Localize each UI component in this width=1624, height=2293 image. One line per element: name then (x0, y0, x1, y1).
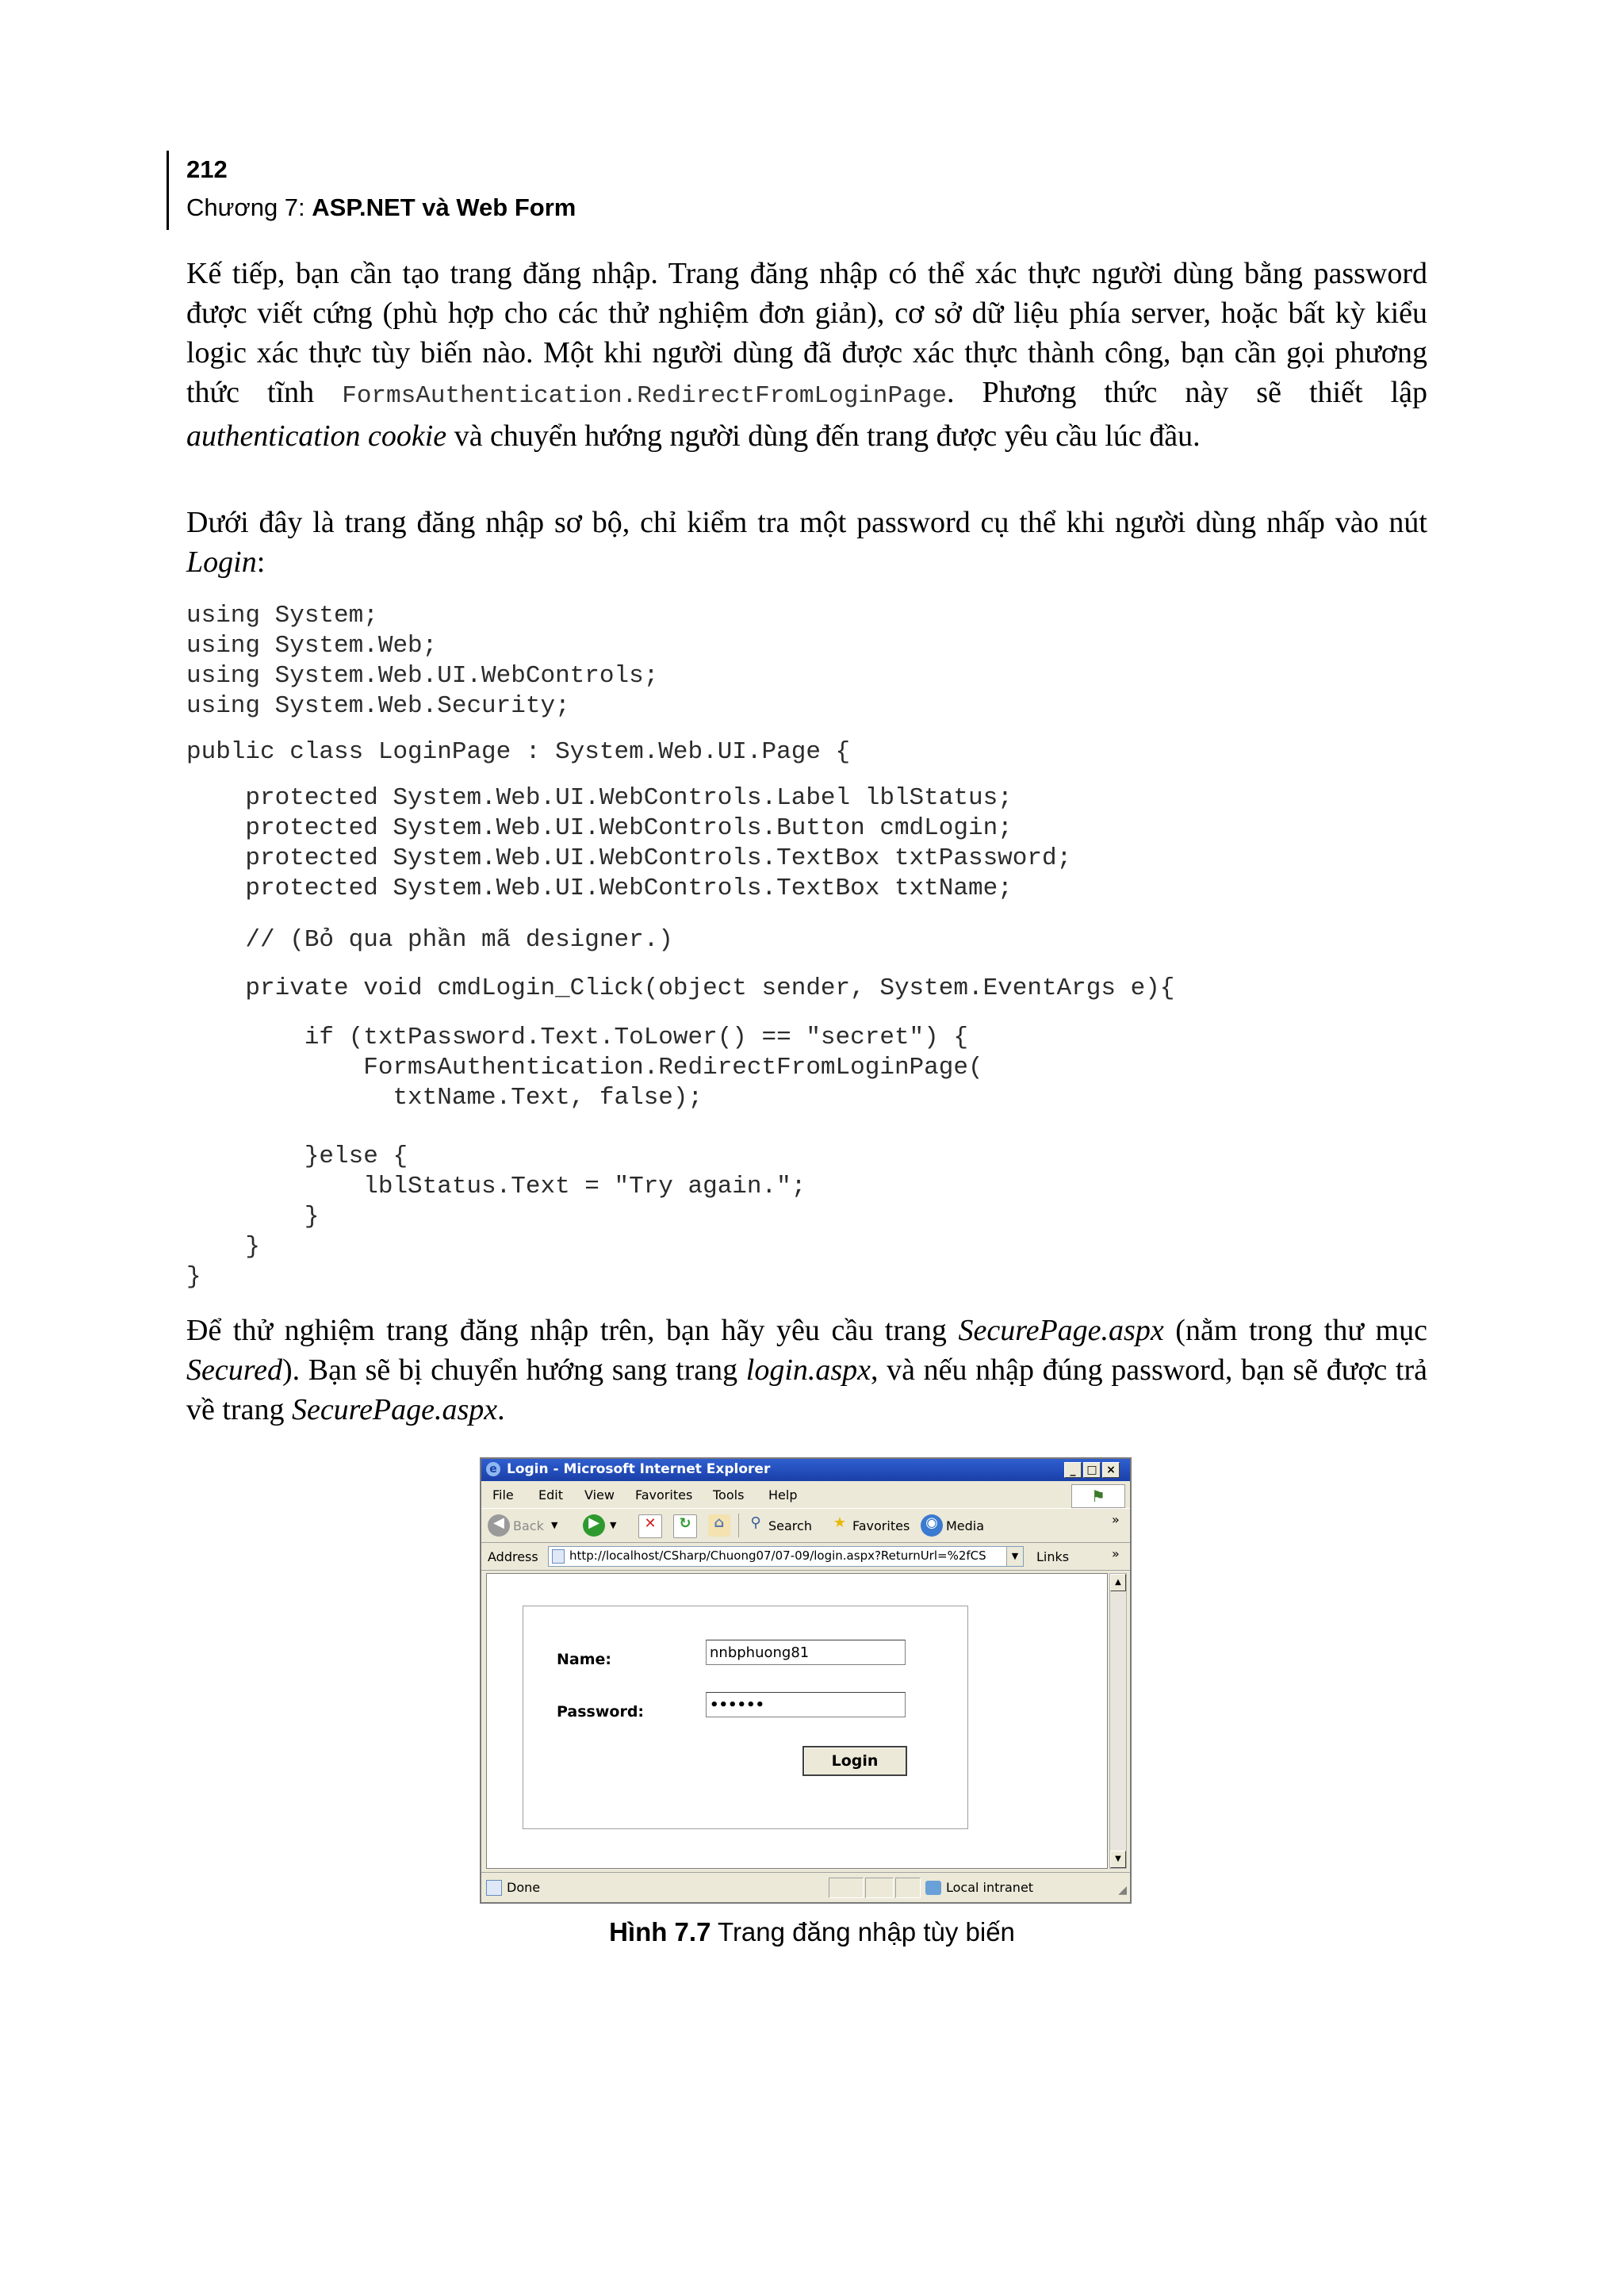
para-italic: SecurePage.aspx (958, 1314, 1164, 1347)
address-bar (481, 1543, 1130, 1571)
back-arrow-icon[interactable]: ◀ (488, 1514, 510, 1537)
code-if-block: if (txtPassword.Text.ToLower() == "secret") { FormsAuthentication.RedirectFromLoginPage( txtName.Text, false); (304, 1024, 983, 1112)
links-overflow-chevron[interactable]: » (1112, 1546, 1120, 1561)
toolbar-separator (738, 1514, 739, 1537)
login-panel (523, 1606, 968, 1829)
title-bar (481, 1459, 1130, 1481)
para-italic: login.aspx (745, 1353, 871, 1387)
para-italic: SecurePage.aspx (291, 1393, 498, 1426)
code-fields: protected System.Web.UI.WebControls.Label lblStatus; protected System.Web.UI.WebControls.Button cmdLogin; protected System.Web.UI.WebControls.TextBox txtPassword; protected System.Web.UI.WebControls.TextBox txtName; (245, 784, 1072, 902)
standard-toolbar (481, 1508, 1130, 1543)
forward-arrow-icon[interactable]: ▶ (583, 1514, 605, 1537)
zone-text: Local intranet (946, 1880, 1034, 1895)
browser-window (480, 1457, 1132, 1904)
code-class-declaration: public class LoginPage : System.Web.UI.Page { (186, 738, 851, 766)
figure-caption-text: Trang đăng nhập tùy biến (710, 1917, 1015, 1947)
scroll-down-icon[interactable]: ▼ (1110, 1851, 1126, 1868)
name-input[interactable] (706, 1640, 906, 1665)
status-text: Done (507, 1880, 541, 1895)
address-label: Address (488, 1549, 538, 1564)
code-comment: // (Bỏ qua phần mã designer.) (186, 926, 673, 954)
code-method-declaration: private void cmdLogin_Click(object sender, System.EventArgs e){ (186, 974, 1175, 1002)
menu-tools[interactable]: Tools (713, 1487, 745, 1503)
close-button[interactable]: × (1102, 1462, 1120, 1478)
resize-grip-icon[interactable]: ◢ (1118, 1884, 1127, 1897)
password-label: Password: (557, 1703, 645, 1721)
page-number: 212 (186, 155, 228, 183)
forward-dropdown-icon[interactable]: ▼ (610, 1520, 617, 1530)
header-rule (167, 151, 169, 230)
search-icon[interactable]: ⚲ (750, 1514, 761, 1531)
code-else-block: }else { lblStatus.Text = "Try again."; } } } (186, 1143, 806, 1291)
para-text: Kế tiếp, bạn cần tạo trang đăng nhập. Trang đăng nhập có thể xác thực người dùng bằng password được viết cứng (phù hợp cho các thử nghiệm đơn giản), cơ sở dữ liệu phía server, hoặc bất kỳ kiểu logic xác thực tùy biến nào. Một khi người dùng đã được xác thực thành công, bạn cần gọi phương thức tĩnh (186, 257, 1427, 409)
minimize-button[interactable]: _ (1064, 1462, 1082, 1478)
figure-caption (0, 1917, 1624, 1947)
favorites-star-icon[interactable]: ★ (833, 1514, 847, 1531)
page-icon (552, 1549, 565, 1564)
figure-label: Hình 7.7 (609, 1917, 711, 1947)
page-done-icon (486, 1880, 502, 1896)
stop-icon[interactable]: ✕ (638, 1514, 662, 1538)
menu-file[interactable]: File (492, 1487, 514, 1503)
login-button[interactable]: Login (802, 1746, 907, 1776)
maximize-button[interactable]: □ (1083, 1462, 1101, 1478)
para-italic: Login (186, 545, 257, 579)
menu-bar (481, 1483, 1130, 1506)
inline-code: FormsAuthentication.RedirectFromLoginPage (342, 382, 947, 410)
para-text: và chuyển hướng người dùng đến trang được yêu cầu lúc đầu. (446, 419, 1201, 453)
para-italic: Secured (186, 1353, 282, 1387)
name-label: Name: (557, 1651, 612, 1668)
password-input[interactable] (706, 1692, 906, 1717)
code-usings: using System; using System.Web; using System.Web.UI.WebControls; using System.Web.Security; (186, 602, 659, 720)
menu-help[interactable]: Help (768, 1487, 798, 1503)
paragraph-intro (186, 254, 1427, 456)
intranet-zone-icon (925, 1881, 941, 1895)
home-icon[interactable]: ⌂ (708, 1514, 730, 1537)
chapter-heading (186, 193, 576, 222)
para-text: , và nếu nhập đúng password, bạn sẽ được trả về trang (186, 1353, 1428, 1426)
refresh-icon[interactable]: ↻ (673, 1514, 697, 1538)
paragraph-login-intro (186, 503, 1427, 582)
windows-flag-icon: ⚑ (1071, 1484, 1125, 1508)
para-text: ). Bạn sẽ bị chuyển hướng sang trang (282, 1353, 746, 1387)
status-cell (865, 1878, 894, 1898)
para-text: Dưới đây là trang đăng nhập sơ bộ, chỉ kiểm tra một password cụ thể khi người dùng nhấp vào nút (186, 506, 1427, 539)
address-url[interactable]: http://localhost/CSharp/Chuong07/07-09/login.aspx?ReturnUrl=%2fCS (569, 1548, 986, 1563)
search-button-label[interactable]: Search (768, 1518, 812, 1533)
chapter-prefix: Chương 7: (186, 193, 312, 221)
status-cell (829, 1878, 864, 1898)
status-cell (895, 1878, 921, 1898)
ie-logo-icon: e (486, 1462, 500, 1476)
media-button-label[interactable]: Media (946, 1518, 985, 1533)
menu-favorites[interactable]: Favorites (635, 1487, 693, 1503)
chapter-title: ASP.NET và Web Form (312, 193, 576, 221)
status-bar (481, 1872, 1130, 1903)
para-text: . Phương thức này sẽ thiết lập (946, 376, 1428, 409)
vertical-scrollbar[interactable] (1109, 1573, 1127, 1869)
menu-edit[interactable]: Edit (538, 1487, 563, 1503)
address-input[interactable] (548, 1546, 1024, 1567)
address-dropdown-icon[interactable]: ▼ (1006, 1547, 1023, 1566)
page-content (486, 1573, 1108, 1869)
paragraph-test-instructions (186, 1311, 1427, 1430)
menu-view[interactable]: View (584, 1487, 615, 1503)
para-text: : (256, 545, 266, 579)
para-text: (nằm trong thư mục (1163, 1314, 1427, 1347)
favorites-button-label[interactable]: Favorites (852, 1518, 910, 1533)
links-button[interactable]: Links (1036, 1549, 1070, 1564)
para-italic: authentication cookie (186, 419, 447, 453)
para-text: Để thử nghiệm trang đăng nhập trên, bạn hãy yêu cầu trang (186, 1314, 959, 1347)
back-dropdown-icon[interactable]: ▼ (551, 1520, 558, 1530)
media-icon[interactable]: ◉ (921, 1514, 943, 1537)
toolbar-overflow-chevron[interactable]: » (1112, 1512, 1120, 1527)
scroll-up-icon[interactable]: ▲ (1110, 1574, 1126, 1591)
window-title: Login - Microsoft Internet Explorer (507, 1461, 771, 1477)
para-text: . (497, 1393, 505, 1426)
back-button-label[interactable]: Back (513, 1518, 544, 1533)
